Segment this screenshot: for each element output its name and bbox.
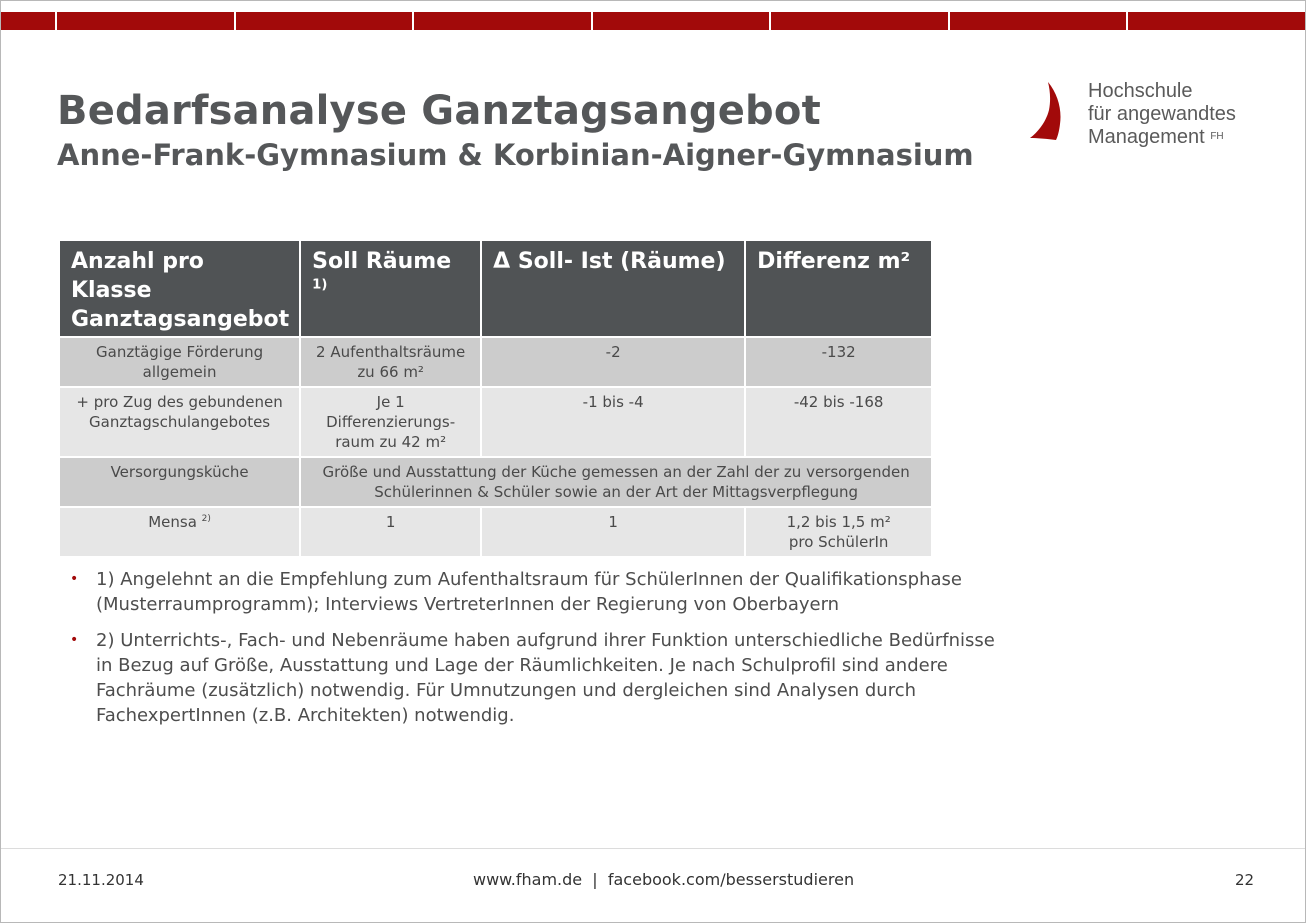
accent-segment <box>236 12 413 30</box>
header-differenz <box>745 240 932 337</box>
row-soll-line: zu 66 m² <box>357 363 424 381</box>
header-anzahl-line-1: Anzahl pro Klasse <box>71 249 204 303</box>
row-delta: -2 <box>481 337 745 387</box>
header-delta-text: Δ Soll- Ist (Räume) <box>493 249 726 274</box>
accent-segment <box>771 12 948 30</box>
row-soll-line: 2 Aufenthaltsräume <box>316 343 466 361</box>
row-diff <box>745 507 932 557</box>
row-merged-line: Größe und Ausstattung der Küche gemessen an der Zahl der zu versorgenden <box>322 463 910 481</box>
row-diff: -132 <box>745 337 932 387</box>
footnote-text: 2) Unterrichts-, Fach- und Nebenräume haben aufgrund ihrer Funktion unterschiedliche Bedürfnisse in Bezug auf Größe, Ausstattung und Lage der Räumlichkeiten. Je nach Schulprofil sind andere Fachräume (zusätzlich) notwendig. Für Umnutzungen und dergleichen sind Analysen durch FachexpertInnen (z.B. Architekten) notwendig. <box>96 630 995 726</box>
row-diff-line: 1,2 bis 1,5 m² <box>786 513 891 531</box>
footer-links: www.fham.de | facebook.com/besserstudieren <box>473 870 855 889</box>
row-soll: 1 <box>300 507 481 557</box>
table-row <box>59 387 932 457</box>
row-merged-line: Schülerinnen & Schüler sowie an der Art der Mittagsverpflegung <box>374 483 859 501</box>
table-row <box>59 457 932 507</box>
slide-subtitle: Anne-Frank-Gymnasium & Korbinian-Aigner-Gymnasium <box>57 138 974 172</box>
header-anzahl-line-2: Ganztagsangebot <box>71 307 290 332</box>
row-diff-line: pro SchülerIn <box>788 533 889 551</box>
bullet-icon: • <box>70 632 79 648</box>
sail-logo-icon <box>1028 80 1078 145</box>
top-accent-bar <box>1 12 1305 30</box>
accent-segment <box>1 12 55 30</box>
university-logo <box>1028 80 1268 155</box>
row-label-footnote: 2) <box>201 514 211 524</box>
footer-date: 21.11.2014 <box>58 871 144 889</box>
page-number: 22 <box>1235 871 1255 889</box>
row-merged-note <box>300 457 932 507</box>
accent-segment <box>414 12 591 30</box>
row-label <box>59 387 300 457</box>
row-soll-line: raum zu 42 m² <box>335 433 447 451</box>
footnote-item <box>70 628 1010 728</box>
row-label-text: Mensa <box>148 513 197 531</box>
header-anzahl <box>59 240 300 337</box>
header-soll-footnote: 1) <box>312 277 328 293</box>
logo-line-1: Hochschule <box>1088 80 1193 102</box>
row-soll-line: Differenzierungs- <box>326 413 456 431</box>
footnote-text: 1) Angelehnt an die Empfehlung zum Aufenthaltsraum für SchülerInnen der Qualifikationsphase (Musterraumprogramm); Interviews VertreterInnen der Regierung von Oberbayern <box>96 569 962 615</box>
row-label <box>59 507 300 557</box>
row-label <box>59 337 300 387</box>
header-soll-text: Soll Räume <box>312 249 452 274</box>
logo-line-3 <box>1088 126 1236 149</box>
row-label: Versorgungsküche <box>59 457 300 507</box>
slide-title: Bedarfsanalyse Ganztagsangebot <box>57 88 821 134</box>
needs-analysis-table <box>58 239 933 558</box>
accent-segment <box>950 12 1127 30</box>
header-differenz-text: Differenz m² <box>757 249 911 274</box>
row-delta: 1 <box>481 507 745 557</box>
row-label-line: allgemein <box>142 363 217 381</box>
logo-suffix: FH <box>1210 131 1224 142</box>
accent-segment <box>57 12 234 30</box>
header-soll-raeume <box>300 240 481 337</box>
row-soll-line: Je 1 <box>376 393 405 411</box>
row-label-line: + pro Zug des gebundenen <box>76 393 283 411</box>
logo-line-3-text: Management <box>1088 126 1205 148</box>
footer-divider <box>1 848 1305 849</box>
accent-segment <box>1128 12 1305 30</box>
logo-line-2: für angewandtes <box>1088 103 1236 125</box>
row-delta: -1 bis -4 <box>481 387 745 457</box>
header-delta <box>481 240 745 337</box>
table-header-row <box>59 240 932 337</box>
footnote-item <box>70 567 1010 617</box>
row-soll <box>300 337 481 387</box>
logo-text <box>1088 80 1236 149</box>
row-soll <box>300 387 481 457</box>
footnotes-list <box>70 567 1010 739</box>
table-row <box>59 507 932 557</box>
bullet-icon: • <box>70 571 79 587</box>
accent-segment <box>593 12 770 30</box>
row-diff: -42 bis -168 <box>745 387 932 457</box>
row-label-line: Ganztägige Förderung <box>96 343 264 361</box>
row-label-line: Ganztagschulangebotes <box>89 413 271 431</box>
table-row <box>59 337 932 387</box>
